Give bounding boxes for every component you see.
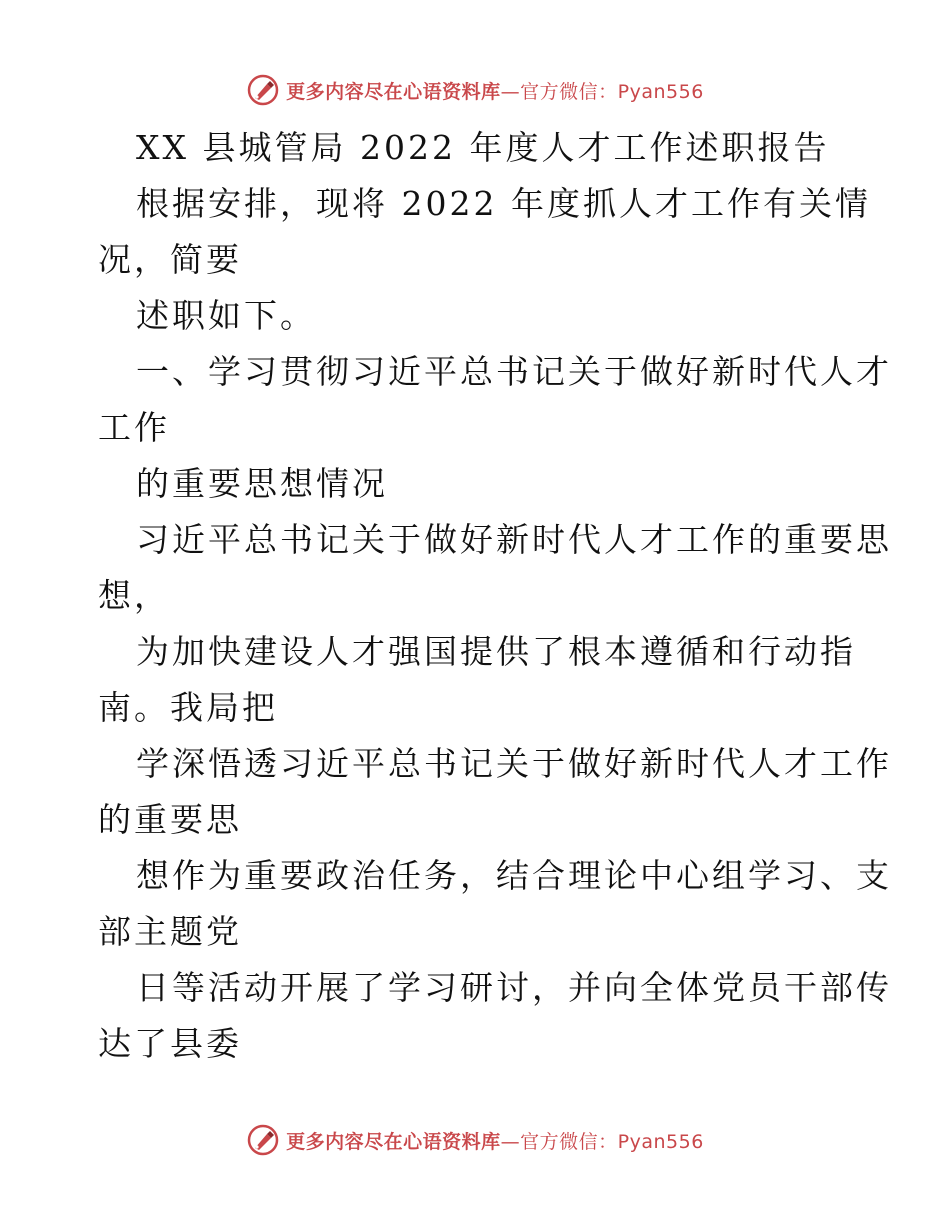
text-line: 南。我局把 [98, 688, 278, 727]
text-line: 一、学习贯彻习近平总书记关于做好新时代人才 [136, 352, 892, 391]
pen-logo-icon [246, 1123, 280, 1157]
text-line: 学深悟透习近平总书记关于做好新时代人才工作 [136, 744, 892, 783]
text-line: 述职如下。 [136, 296, 316, 335]
document-body [98, 120, 892, 1072]
text-line: 想作为重要政治任务，结合理论中心组学习、支 [136, 856, 892, 895]
watermark-text: 更多内容尽在心语资料库—官方微信：Pyan556 [286, 1130, 704, 1153]
footer-watermark [0, 1120, 950, 1160]
pen-logo-icon [246, 73, 280, 107]
text-line: 为加快建设人才强国提供了根本遵循和行动指 [136, 632, 856, 671]
text-line: 部主题党 [98, 912, 242, 951]
text-line: 习近平总书记关于做好新时代人才工作的重要思 [136, 520, 892, 559]
text-line: 况，简要 [98, 240, 242, 279]
text-line: 的重要思想情况 [136, 464, 388, 503]
header-watermark [0, 70, 950, 110]
text-line: 想， [98, 576, 170, 615]
text-line: 达了县委 [98, 1024, 242, 1063]
text-line: 的重要思 [98, 800, 242, 839]
text-line: 日等活动开展了学习研讨，并向全体党员干部传 [136, 968, 892, 1007]
document-title: XX 县城管局 2022 年度人才工作述职报告 [136, 128, 830, 167]
watermark-text: 更多内容尽在心语资料库—官方微信：Pyan556 [286, 80, 704, 103]
text-line: 工作 [98, 408, 170, 447]
text-line: 根据安排，现将 2022 年度抓人才工作有关情 [136, 184, 871, 223]
